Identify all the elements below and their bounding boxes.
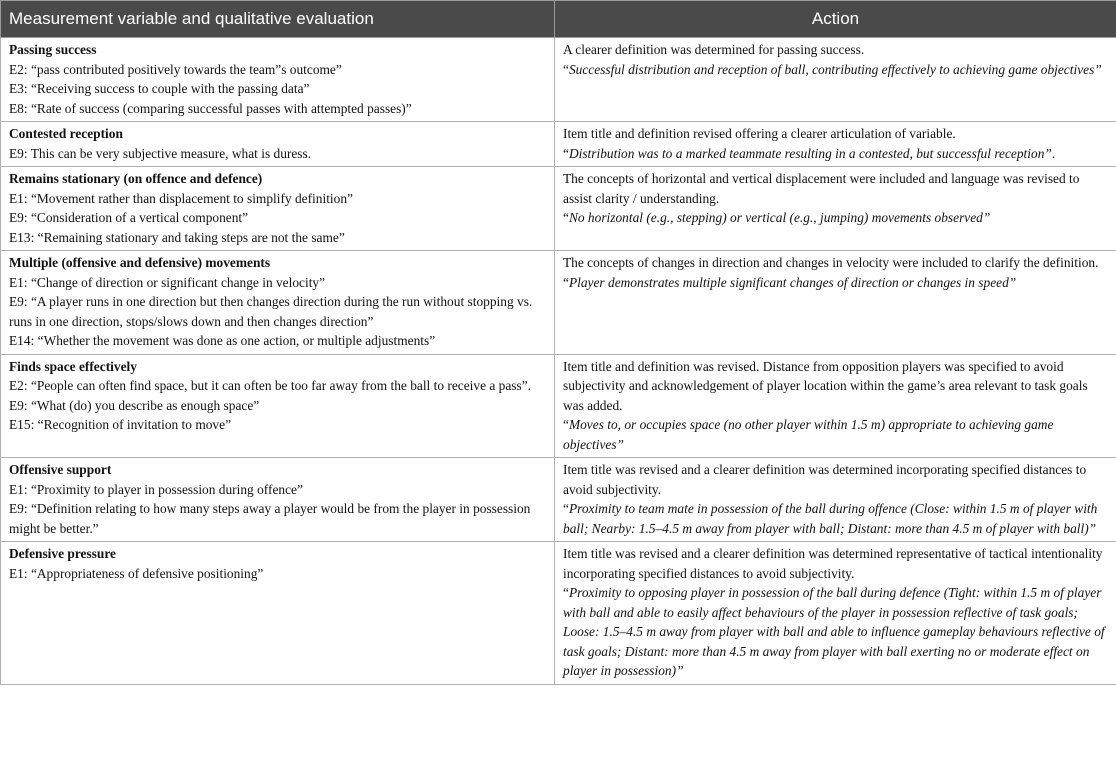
evaluation-line: E13: “Remaining stationary and taking steps are not the same”	[9, 229, 345, 245]
action-cell	[555, 38, 1116, 122]
evaluation-line: E1: “Proximity to player in possession during offence”	[9, 481, 303, 497]
action-cell	[555, 167, 1116, 251]
header-row	[1, 1, 1116, 38]
table-row-offensive-support	[1, 458, 1116, 542]
variable-cell	[1, 38, 555, 122]
definition-line	[563, 144, 1110, 164]
definition-line	[563, 273, 1110, 293]
action-cell	[555, 458, 1116, 542]
table-header	[1, 1, 1116, 38]
variable-title: Multiple (offensive and defensive) movements	[9, 255, 271, 270]
variable-cell	[1, 458, 555, 542]
evaluation-line: E1: “Movement rather than displacement to simplify definition”	[9, 190, 353, 206]
definition-line	[563, 499, 1110, 538]
action-text: The concepts of horizontal and vertical displacement were included and language was revised to assist clarity / understanding.	[563, 171, 1080, 206]
variable-cell	[1, 167, 555, 251]
variable-title: Finds space effectively	[9, 358, 137, 374]
definition-close: .	[1051, 145, 1056, 161]
variable-title: Contested reception	[9, 126, 123, 141]
definition-open-quote: “	[563, 145, 569, 161]
action-text: Item title was revised and a clearer definition was determined representative of tactical intentionality incorporating specified distances to avoid subjectivity.	[563, 546, 1103, 581]
variable-title: Defensive pressure	[9, 546, 116, 561]
definition-text: Successful distribution and reception of ball, contributing effectively to achieving game objectives”	[568, 61, 1102, 77]
definition-text: Player demonstrates multiple significant changes of direction or changes in speed”	[568, 274, 1017, 290]
table-row-finds-space	[1, 354, 1116, 458]
action-cell	[555, 354, 1116, 458]
table-row-defensive-pressure	[1, 542, 1116, 685]
definition-open-quote: “	[563, 585, 569, 600]
evaluation-line: E9: “What (do) you describe as enough space”	[9, 397, 260, 413]
definition-text: Moves to, or occupies space (no other player within 1.5 m) appropriate to achieving game objectives”	[563, 417, 1054, 452]
definition-text: Proximity to team mate in possession of the ball during offence (Close: within 1.5 m of player with ball; Nearby: 1.5–4.5 m away from player with ball; Distant: more than 4.5 m of player with ball)”	[563, 501, 1098, 536]
variable-cell	[1, 542, 555, 685]
evaluation-line: E8: “Rate of success (comparing successful passes with attempted passes)”	[9, 100, 412, 116]
definition-line	[563, 583, 1110, 681]
variable-title: Offensive support	[9, 462, 112, 477]
definition-line	[563, 208, 1110, 228]
table-row-multiple-movements	[1, 251, 1116, 355]
table-row-contested-reception	[1, 122, 1116, 167]
header-measurement-variable: Measurement variable and qualitative evaluation	[1, 1, 555, 38]
evaluation-line: E9: “Definition relating to how many steps away a player would be from the player in possession might be better.”	[9, 501, 531, 536]
evaluation-line: E1: “Appropriateness of defensive positioning”	[9, 565, 264, 581]
evaluation-line: E2: “pass contributed positively towards the team”s outcome”	[9, 61, 342, 77]
definition-line	[563, 415, 1110, 454]
table-body	[1, 38, 1116, 685]
evaluation-line: E2: “People can often find space, but it can often be too far away from the ball to receive a pass”.	[9, 378, 532, 393]
definition-open-quote: “	[563, 210, 569, 225]
variable-cell	[1, 354, 555, 458]
definition-open-quote: “	[563, 417, 569, 432]
evaluation-line: E14: “Whether the movement was done as one action, or multiple adjustments”	[9, 333, 436, 348]
variable-title: Passing success	[9, 42, 97, 57]
evaluation-line: E9: “A player runs in one direction but then changes direction during the run without stopping vs. runs in one direction, stops/slows down and then changes direction”	[9, 294, 533, 329]
table-row-remains-stationary	[1, 167, 1116, 251]
variable-cell	[1, 122, 555, 167]
evaluation-line: E9: This can be very subjective measure, what is duress.	[9, 145, 312, 161]
action-text: Item title was revised and a clearer definition was determined incorporating specified distances to avoid subjectivity.	[563, 462, 1087, 497]
definition-open-quote: “	[563, 61, 569, 77]
definition-line	[563, 60, 1110, 80]
evaluation-line: E9: “Consideration of a vertical component”	[9, 210, 249, 225]
action-text: The concepts of changes in direction and changes in velocity were included to clarify the definition.	[563, 255, 1099, 270]
action-text: Item title and definition was revised. Distance from opposition players was specified to avoid subjectivity and acknowledgement of player location within the game’s area relevant to task goals was added.	[563, 358, 1088, 413]
variable-cell	[1, 251, 555, 355]
evaluation-line: E3: “Receiving success to couple with the passing data”	[9, 81, 310, 96]
header-action: Action	[555, 1, 1116, 38]
evaluation-line: E15: “Recognition of invitation to move”	[9, 417, 232, 432]
action-text: A clearer definition was determined for passing success.	[563, 42, 865, 57]
action-cell	[555, 122, 1116, 167]
definition-open-quote: “	[563, 274, 569, 290]
definition-open-quote: “	[563, 501, 569, 516]
table-row-passing-success	[1, 38, 1116, 122]
evaluation-line: E1: “Change of direction or significant change in velocity”	[9, 274, 326, 290]
definition-text: Distribution was to a marked teammate resulting in a contested, but successful reception”	[568, 145, 1052, 161]
definition-text: Proximity to opposing player in possession of the ball during defence (Tight: within 1.5 m of player with ball and able to easily affect behaviours of the player in possession reflective of task goals; Loose: 1.5–4.5 m away from player with ball and able to influence gameplay behaviours reflective of task goals; Distant: more than 4.5 m away from player with ball exerting no or moderate effect on player in possession)”	[563, 585, 1105, 678]
variable-title: Remains stationary (on offence and defence)	[9, 171, 263, 186]
action-cell	[555, 542, 1116, 685]
definition-text: No horizontal (e.g., stepping) or vertical (e.g., jumping) movements observed”	[568, 210, 991, 225]
action-cell	[555, 251, 1116, 355]
action-text: Item title and definition revised offering a clearer articulation of variable.	[563, 126, 956, 141]
